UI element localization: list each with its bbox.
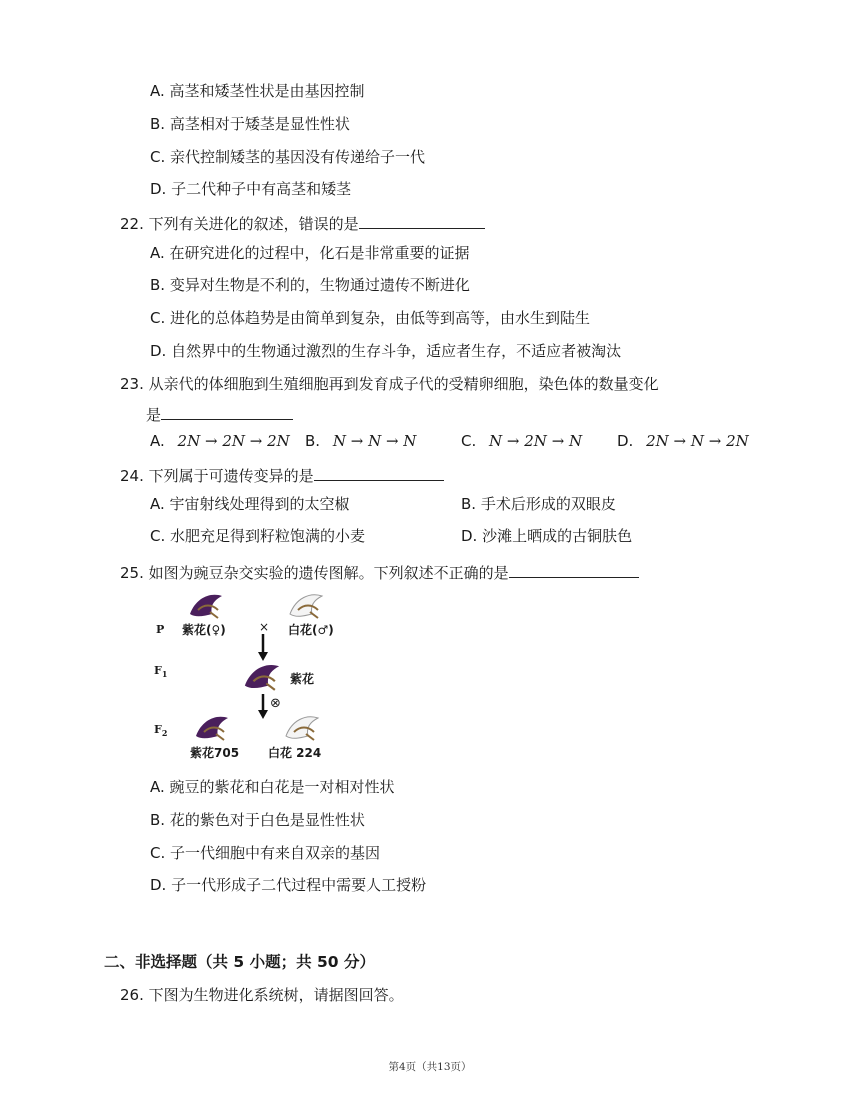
page-footer: 第4页（共13页）	[388, 1061, 472, 1073]
q22-stem: 22. 下列有关进化的叙述，错误的是	[120, 215, 359, 233]
f1-purple-label: 紫花	[290, 672, 315, 686]
generation-f2-label	[154, 723, 167, 738]
q25-option-b: B. 花的紫色对于白色是显性性状	[150, 811, 365, 829]
q23-option-c	[461, 431, 582, 451]
answer-blank	[161, 403, 293, 420]
down-arrow-icon	[258, 634, 268, 662]
q22-stem-line	[120, 212, 485, 234]
option-letter: C.	[461, 432, 477, 450]
white-flower-icon	[284, 714, 320, 742]
section-heading: 二、非选择题（共 5 小题；共 50 分）	[104, 953, 375, 971]
q21-option-d: D. 子二代种子中有高茎和矮茎	[150, 180, 352, 198]
gen-letter: F	[154, 664, 162, 677]
purple-flower-icon	[242, 662, 282, 692]
q24-stem: 24. 下列属于可遗传变异的是	[120, 467, 314, 485]
q22-option-b: B. 变异对生物是不利的，生物通过遗传不断进化	[150, 276, 470, 294]
q21-option-c: C. 亲代控制矮茎的基因没有传递给子一代	[150, 148, 426, 166]
q23-option-a	[150, 431, 290, 451]
q24-option-b: B. 手术后形成的双眼皮	[461, 495, 616, 513]
q24-option-a: A. 宇宙射线处理得到的太空椒	[150, 495, 350, 513]
q23-stem-line2	[146, 403, 293, 425]
gen-subscript: 2	[161, 728, 168, 739]
purple-flower-icon	[194, 714, 230, 742]
option-expression: 2N → N → 2N	[646, 432, 749, 450]
self-cross-symbol: ⊗	[270, 696, 281, 711]
q24-stem-line	[120, 464, 444, 486]
q23-stem2: 是	[146, 406, 162, 424]
down-arrow-icon	[258, 694, 268, 720]
q24-option-d: D. 沙滩上晒成的古铜肤色	[461, 527, 633, 545]
pea-cross-figure	[148, 590, 348, 770]
f2-purple-label: 紫花705	[190, 746, 240, 760]
option-letter: D.	[617, 432, 634, 450]
q25-option-a: A. 豌豆的紫花和白花是一对相对性状	[150, 778, 395, 796]
option-expression: N → 2N → N	[489, 432, 583, 450]
q22-option-d: D. 自然界中的生物通过激烈的生存斗争，适应者生存，不适应者被淘汰	[150, 342, 622, 360]
generation-f1-label	[154, 664, 167, 679]
q23-option-b	[305, 431, 416, 451]
option-expression: 2N → 2N → 2N	[177, 432, 290, 450]
answer-blank	[359, 212, 485, 229]
q22-option-a: A. 在研究进化的过程中，化石是非常重要的证据	[150, 244, 470, 262]
option-expression: N → N → N	[332, 432, 417, 450]
gen-letter: F	[154, 723, 162, 736]
q25-stem-line	[120, 561, 639, 583]
q21-option-b: B. 高茎相对于矮茎是显性性状	[150, 115, 350, 133]
q25-option-c: C. 子一代细胞中有来自双亲的基因	[150, 844, 381, 862]
cross-symbol: ×	[259, 620, 270, 634]
q25-stem: 25. 如图为豌豆杂交实验的遗传图解。下列叙述不正确的是	[120, 564, 509, 582]
p-white-label: 白花(♂)	[288, 623, 334, 637]
q22-option-c: C. 进化的总体趋势是由简单到复杂，由低等到高等，由水生到陆生	[150, 309, 591, 327]
option-letter: A.	[150, 432, 165, 450]
q26-stem: 26. 下图为生物进化系统树，请据图回答。	[120, 986, 404, 1004]
answer-blank	[509, 561, 639, 578]
q24-option-c: C. 水肥充足得到籽粒饱满的小麦	[150, 527, 366, 545]
white-flower-icon	[288, 592, 324, 620]
generation-p-label: P	[156, 623, 165, 636]
q25-option-d: D. 子一代形成子二代过程中需要人工授粉	[150, 876, 427, 894]
q23-stem: 23. 从亲代的体细胞到生殖细胞再到发育成子代的受精卵细胞，染色体的数量变化	[120, 375, 659, 393]
p-purple-label: 紫花(♀)	[182, 623, 226, 637]
f2-white-label: 白花 224	[268, 746, 322, 760]
q21-option-a: A. 高茎和矮茎性状是由基因控制	[150, 82, 365, 100]
gen-subscript: 1	[161, 669, 168, 680]
purple-flower-icon	[188, 592, 224, 620]
answer-blank	[314, 464, 444, 481]
q23-option-d	[617, 431, 749, 451]
option-letter: B.	[305, 432, 321, 450]
